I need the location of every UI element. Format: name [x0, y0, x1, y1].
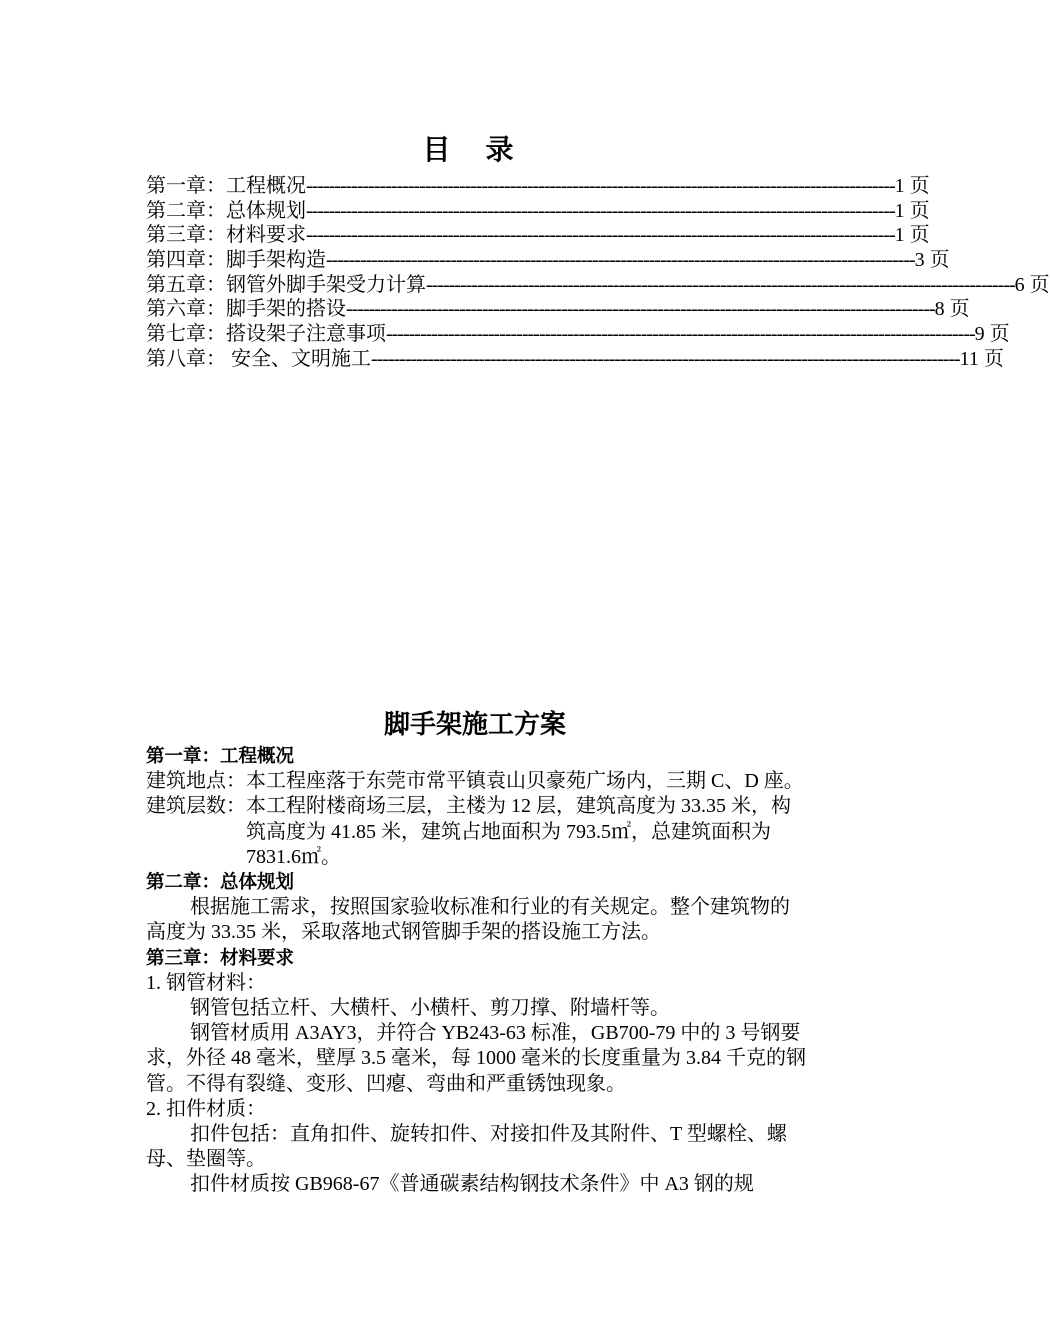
toc-leader: --------------------------------------------------------------------------------------------------------	[386, 323, 975, 346]
toc-entry[interactable]	[146, 347, 1004, 372]
floors-label: 建筑层数：	[146, 795, 246, 818]
toc-entry-page: 11 页	[959, 347, 1004, 370]
site-text: 本工程座落于东莞市常平镇袁山贝豪苑广场内，三期 C、D 座。	[246, 770, 804, 793]
toc-entry[interactable]	[146, 199, 930, 224]
toc-entry[interactable]	[146, 174, 930, 199]
table-of-contents	[146, 174, 1050, 372]
chapter-heading: 第三章：材料要求	[146, 947, 295, 969]
toc-entry-label: 第四章：脚手架构造	[146, 249, 326, 272]
paragraph: 扣件材质按 GB968-67《普通碳素结构钢技术条件》中 A3 钢的规	[190, 1173, 754, 1196]
toc-entry[interactable]	[146, 322, 1010, 347]
chapter-heading: 第一章：工程概况	[146, 746, 295, 767]
toc-title: 目 录	[422, 135, 528, 166]
document-body	[146, 744, 808, 1198]
floors-text: 本工程附楼商场三层，主楼为 12 层，建筑高度为 33.35 米，构筑高度为 41.85 米，建筑占地面积为 793.5㎡，总建筑面积为 7831.6㎡。	[246, 795, 791, 868]
list-item-title: 2. 扣件材质：	[146, 1097, 266, 1120]
floors-field	[146, 794, 808, 870]
toc-leader: --------------------------------------------------------------------------------------------------------	[306, 175, 895, 197]
chapter-heading: 第二章：总体规划	[146, 872, 295, 894]
document-title: 脚手架施工方案	[383, 710, 566, 739]
toc-entry-page: 1 页	[894, 224, 930, 247]
toc-entry-label: 第八章： 安全、文明施工	[146, 347, 371, 370]
toc-entry-page: 8 页	[934, 298, 970, 321]
toc-entry-label: 第二章：总体规划	[146, 199, 306, 222]
paragraph: 扣件包括：直角扣件、旋转扣件、对接扣件及其附件、T 型螺栓、螺母、垫圈等。	[146, 1123, 787, 1171]
toc-leader: --------------------------------------------------------------------------------------------------------	[306, 224, 895, 247]
paragraph: 钢管材质用 A3AY3，并符合 YB243-63 标准，GB700-79 中的 3 号钢要求，外径 48 毫米，壁厚 3.5 毫米，每 1000 毫米的长度重量为 3.84 千克的钢管。不得有裂缝、变形、凹瘪、弯曲和严重锈蚀现象。	[146, 1022, 806, 1095]
toc-entry-label: 第六章：脚手架的搭设	[146, 298, 346, 321]
toc-entry-page: 3 页	[914, 249, 950, 272]
toc-entry-page: 1 页	[894, 175, 930, 197]
toc-entry-page: 9 页	[974, 323, 1010, 346]
toc-leader: --------------------------------------------------------------------------------------------------------	[326, 249, 915, 272]
toc-entry[interactable]	[146, 223, 930, 248]
toc-entry-label: 第三章：材料要求	[146, 224, 306, 247]
toc-leader: --------------------------------------------------------------------------------------------------------	[306, 199, 895, 222]
toc-entry-label: 第一章：工程概况	[146, 175, 306, 197]
site-field	[146, 769, 808, 794]
toc-entry[interactable]	[146, 273, 1050, 298]
site-label: 建筑地点：	[146, 770, 246, 793]
toc-entry-label: 第五章：钢管外脚手架受力计算	[146, 273, 426, 296]
toc-leader: --------------------------------------------------------------------------------------------------------	[346, 298, 935, 321]
toc-leader: --------------------------------------------------------------------------------------------------------	[426, 273, 1015, 296]
toc-leader: --------------------------------------------------------------------------------------------------------	[371, 347, 960, 370]
list-item-title: 1. 钢管材料：	[146, 971, 266, 994]
toc-entry[interactable]	[146, 297, 970, 322]
paragraph: 根据施工需求，按照国家验收标准和行业的有关规定。整个建筑物的高度为 33.35 米，采取落地式钢管脚手架的搭设施工方法。	[146, 896, 790, 944]
toc-entry-page: 6 页	[1014, 273, 1050, 296]
toc-entry-page: 1 页	[894, 199, 930, 222]
toc-entry[interactable]	[146, 248, 950, 273]
toc-entry-label: 第七章：搭设架子注意事项	[146, 323, 386, 346]
paragraph: 钢管包括立杆、大横杆、小横杆、剪刀撑、附墙杆等。	[190, 997, 670, 1020]
